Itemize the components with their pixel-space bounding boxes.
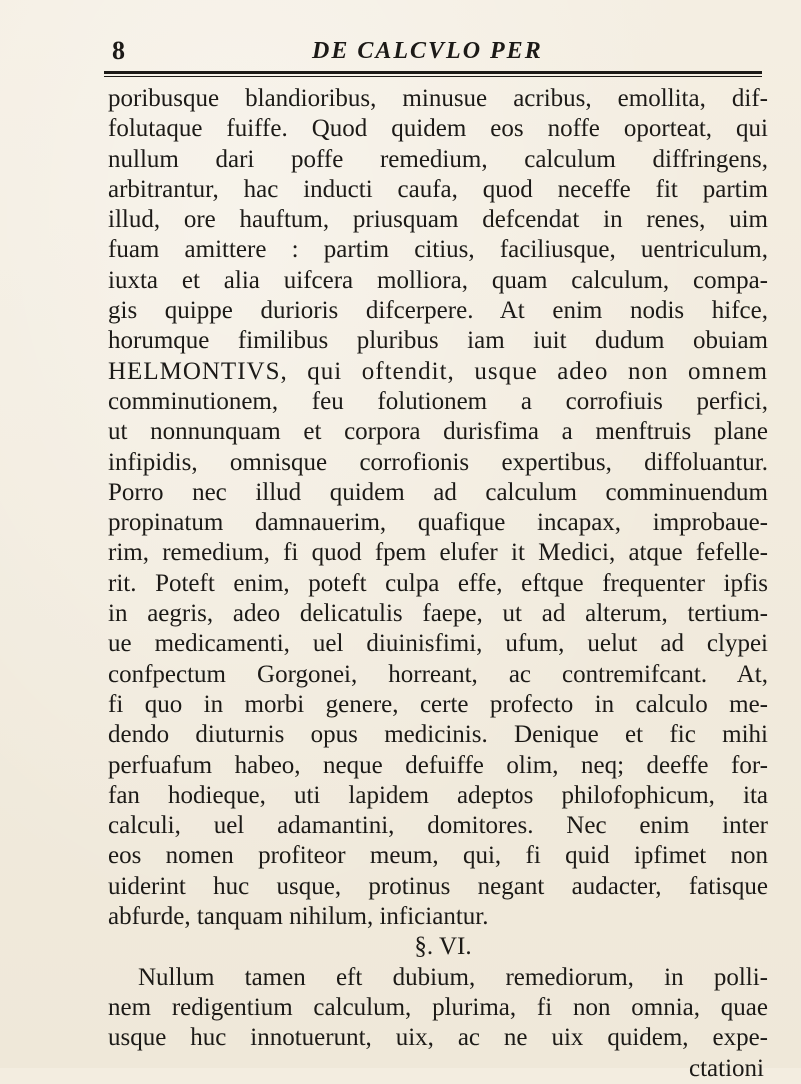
header-rule <box>104 71 762 77</box>
text-line: folutaque fuiffe. Quod quidem eos noffe oporteat, qui <box>108 115 768 143</box>
text-line: Porro nec illud quidem ad calculum comminuendum <box>108 478 768 506</box>
page-number: 8 <box>112 36 125 65</box>
text-line: rit. Poteft enim, poteft culpa effe, eftque frequenter ipfis <box>108 569 768 597</box>
text-line: iuxta et alia uifcera molliora, quam calculum, compa- <box>108 266 768 294</box>
text-line: fi quo in morbi genere, certe profecto in calculo me- <box>108 690 768 718</box>
text-line: dendo diuturnis opus medicinis. Denique et fic mihi <box>108 721 768 749</box>
section-heading: §. VI. <box>414 933 472 961</box>
text-line: comminutionem, feu folutionem a corrofiuis perfici, <box>108 387 768 415</box>
text-line: infipidis, omnisque corrofionis expertibus, diffoluantur. <box>108 448 768 476</box>
text-line: HELMONTIVS, qui oftendit, usque adeo non omnem <box>108 357 768 385</box>
text-line: Nullum tamen eft dubium, remediorum, in polli- <box>138 963 768 991</box>
text-line: nem redigentium calculum, plurima, fi non omnia, quae <box>108 993 768 1021</box>
text-line: nullum dari poffe remedium, calculum diffringens, <box>108 145 768 173</box>
text-line: confpectum Gorgonei, horreant, ac contremifcant. At, <box>108 660 768 688</box>
text-line: ue medicamenti, uel diuinisfimi, ufum, uelut ad clypei <box>108 630 768 658</box>
text-line: calculi, uel adamantini, domitores. Nec enim inter <box>108 812 768 840</box>
catchword: ctationi <box>689 1054 764 1082</box>
text-line: ut nonnunquam et corpora durisfima a menftruis plane <box>108 418 768 446</box>
text-line: rim, remedium, fi quod fpem elufer it Medici, atque fefelle- <box>108 539 768 567</box>
text-line: perfuafum habeo, neque defuiffe olim, neq; deeffe for- <box>108 751 768 779</box>
text-line: arbitrantur, hac inducti caufa, quod neceffe fit partim <box>108 175 768 203</box>
text-line: usque huc innotuerunt, uix, ac ne uix quidem, expe- <box>108 1024 768 1052</box>
text-line: horumque fimilibus pluribus iam iuit dudum obuiam <box>108 327 768 355</box>
text-line: illud, ore hauftum, priusquam defcendat in renes, uim <box>108 206 768 234</box>
text-line: propinatum damnauerim, quafique incapax, improbaue- <box>108 509 768 537</box>
running-title: DE CALCVLO PER <box>312 38 543 64</box>
text-line: fuam amittere : partim citius, faciliusque, uentriculum, <box>108 236 768 264</box>
text-line: gis quippe durioris difcerpere. At enim nodis hifce, <box>108 297 768 325</box>
running-head <box>102 30 762 70</box>
text-line: poribusque blandioribus, minusue acribus, emollita, dif- <box>108 85 768 112</box>
text-line: uiderint huc usque, protinus negant audacter, fatisque <box>108 872 768 900</box>
text-line: fan hodieque, uti lapidem adeptos philofophicum, ita <box>108 781 768 809</box>
text-line: eos nomen profiteor meum, qui, fi quid ipfimet non <box>108 842 768 870</box>
body-text <box>108 84 768 1084</box>
text-line: in aegris, adeo delicatulis faepe, ut ad alterum, tertium- <box>108 600 768 628</box>
text-line: abfurde, tanquam nihilum, inficiantur. <box>108 903 489 931</box>
